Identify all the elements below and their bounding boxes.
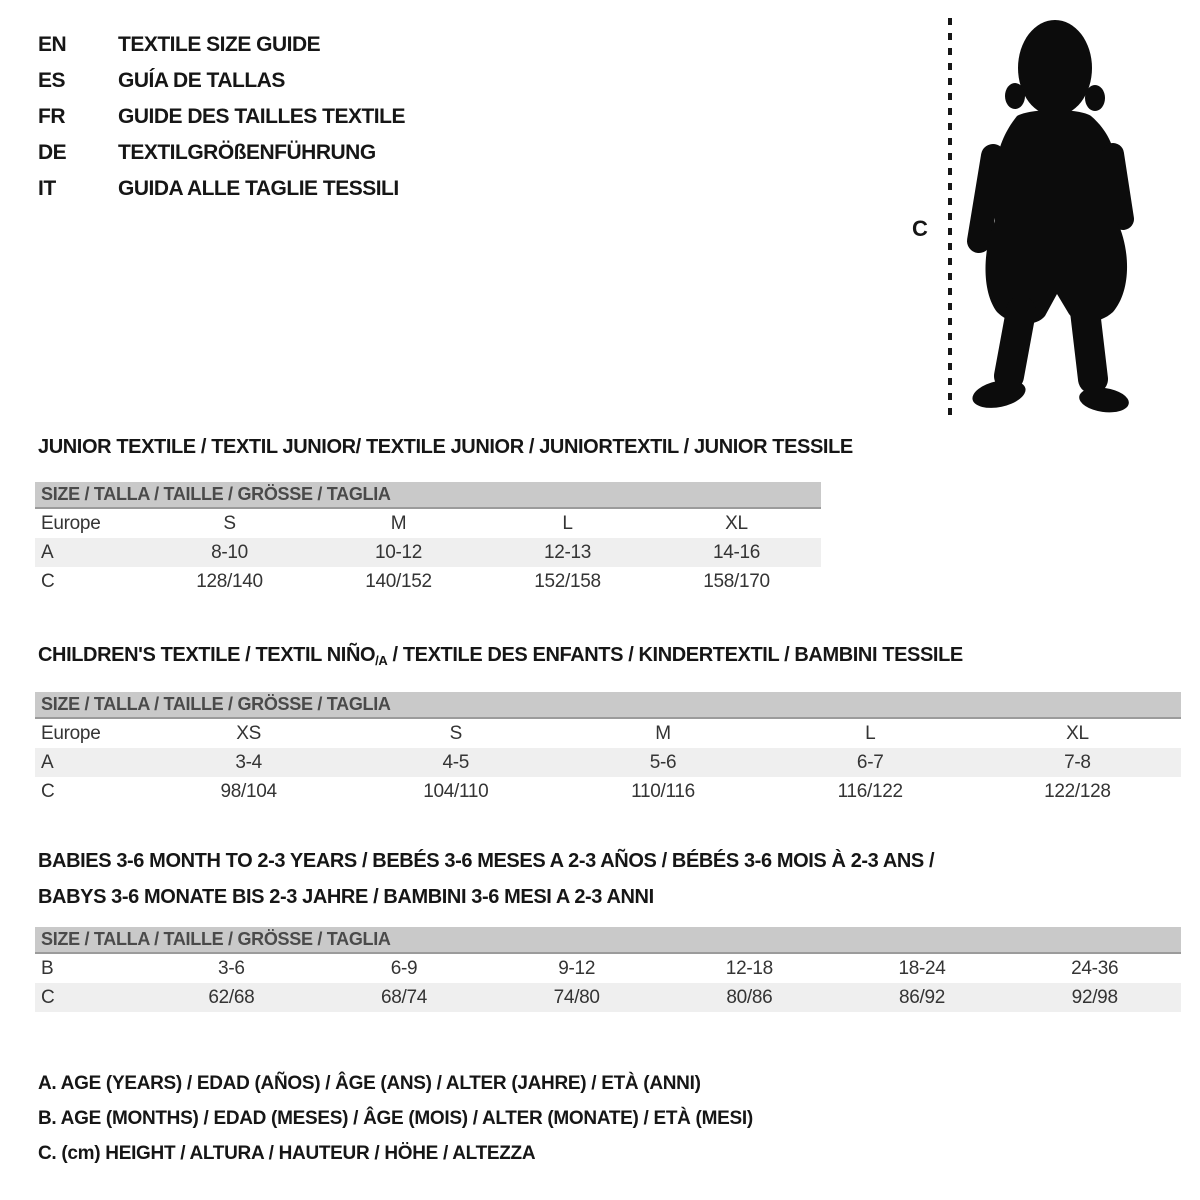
cell-value: S: [449, 722, 462, 744]
language-row: [38, 171, 405, 207]
language-title-list: [38, 27, 405, 207]
cell-value: M: [390, 512, 407, 534]
children-title-pre: CHILDREN'S TEXTILE / TEXTIL NIÑO: [38, 644, 376, 666]
table-row: [35, 509, 821, 538]
cell-value: 128/140: [196, 570, 263, 592]
babies-section-title: [38, 843, 934, 915]
language-row: [38, 63, 405, 99]
cell-value: 62/68: [208, 986, 255, 1008]
cell-value: 140/152: [365, 570, 432, 592]
cell-value: 3-4: [235, 751, 262, 773]
children-title-subscript: /A: [375, 653, 388, 668]
size-header-bar: SIZE / TALLA / TAILLE / GRÖSSE / TAGLIA: [35, 692, 1181, 719]
cell-value: 158/170: [703, 570, 770, 592]
cell-value: 9-12: [558, 957, 596, 979]
junior-size-table: [35, 482, 821, 596]
language-row: [38, 27, 405, 63]
height-measure-label: C: [912, 216, 928, 241]
cell-value: 116/122: [837, 780, 903, 802]
children-table-rows: [35, 719, 1181, 806]
guide-title: TEXTILGRÖßENFÜHRUNG: [118, 141, 376, 164]
cell-value: 12-13: [543, 541, 592, 563]
babies-size-table: [35, 927, 1181, 1012]
size-header-bar: SIZE / TALLA / TAILLE / GRÖSSE / TAGLIA: [35, 927, 1181, 954]
cell-value: 86/92: [899, 986, 946, 1008]
cell-value: 4-5: [442, 751, 470, 773]
row-label: B: [41, 957, 54, 979]
junior-section-title: JUNIOR TEXTILE / TEXTIL JUNIOR/ TEXTILE JUNIOR / JUNIORTEXTIL / JUNIOR TESSILE: [38, 436, 853, 458]
row-label: Europe: [41, 722, 101, 744]
cell-value: 5-6: [649, 751, 677, 773]
table-row: [35, 567, 821, 596]
table-row: [35, 719, 1181, 748]
table-row: [35, 777, 1181, 806]
legend-line-b: B. AGE (MONTHS) / EDAD (MESES) / ÂGE (MOIS) / ALTER (MONATE) / ETÀ (MESI): [38, 1108, 753, 1129]
legend-line-c: C. (cm) HEIGHT / ALTURA / HAUTEUR / HÖHE / ALTEZZA: [38, 1143, 536, 1164]
toddler-silhouette-icon: [965, 16, 1135, 416]
children-section-title: [38, 642, 963, 674]
cell-value: 6-9: [390, 957, 418, 979]
babies-table-rows: [35, 954, 1181, 1012]
cell-value: 8-10: [211, 541, 248, 563]
cell-value: 14-16: [712, 541, 761, 563]
cell-value: XL: [725, 512, 748, 534]
cell-value: 152/158: [534, 570, 601, 592]
cell-value: 80/86: [726, 986, 773, 1008]
guide-title: TEXTILE SIZE GUIDE: [118, 33, 321, 56]
cell-value: S: [223, 512, 236, 534]
language-code: DE: [38, 141, 67, 164]
row-label: C: [41, 780, 55, 802]
cell-value: 7-8: [1064, 751, 1091, 773]
language-code: IT: [38, 177, 56, 200]
cell-value: 122/128: [1044, 780, 1111, 802]
row-label: C: [41, 986, 55, 1008]
cell-value: M: [655, 722, 671, 744]
size-header-bar: SIZE / TALLA / TAILLE / GRÖSSE / TAGLIA: [35, 482, 821, 509]
cell-value: 110/116: [631, 780, 695, 802]
cell-value: 6-7: [856, 751, 884, 773]
table-row: [35, 538, 821, 567]
row-label: C: [41, 570, 55, 592]
guide-title: GUIDA ALLE TAGLIE TESSILI: [118, 177, 399, 200]
row-label: A: [41, 541, 54, 563]
height-dashed-line: [948, 18, 952, 415]
cell-value: 12-18: [725, 957, 773, 979]
guide-title: GUIDE DES TAILLES TEXTILE: [118, 105, 405, 128]
babies-title-line2: BABYS 3-6 MONATE BIS 2-3 JAHRE / BAMBINI 3-6 MESI A 2-3 ANNI: [38, 886, 654, 908]
cell-value: 24-36: [1071, 957, 1119, 979]
cell-value: 92/98: [1071, 986, 1118, 1008]
cell-value: 10-12: [374, 541, 423, 563]
cell-value: XL: [1066, 722, 1089, 744]
row-label: Europe: [41, 512, 101, 534]
language-code: EN: [38, 33, 67, 56]
cell-value: XS: [236, 722, 261, 744]
junior-table-rows: [35, 509, 821, 596]
language-row: [38, 135, 405, 171]
cell-value: 18-24: [898, 957, 946, 979]
table-row: [35, 748, 1181, 777]
language-code: FR: [38, 105, 65, 128]
legend-line-a: A. AGE (YEARS) / EDAD (AÑOS) / ÂGE (ANS) / ALTER (JAHRE) / ETÀ (ANNI): [38, 1073, 701, 1094]
legend: [38, 1066, 753, 1171]
cell-value: 98/104: [220, 780, 277, 802]
cell-value: 68/74: [380, 986, 428, 1008]
children-size-table: [35, 692, 1181, 806]
language-row: [38, 99, 405, 135]
cell-value: 104/110: [423, 780, 489, 802]
children-title-post: / TEXTILE DES ENFANTS / KINDERTEXTIL / BAMBINI TESSILE: [387, 644, 963, 666]
cell-value: 3-6: [218, 957, 245, 979]
cell-value: L: [865, 722, 876, 744]
guide-title: GUÍA DE TALLAS: [118, 69, 285, 92]
cell-value: L: [562, 512, 573, 534]
table-row: [35, 983, 1181, 1012]
babies-title-line1: BABIES 3-6 MONTH TO 2-3 YEARS / BEBÉS 3-6 MESES A 2-3 AÑOS / BÉBÉS 3-6 MOIS À 2-3 ANS /: [38, 850, 935, 872]
row-label: A: [41, 751, 54, 773]
table-row: [35, 954, 1181, 983]
language-code: ES: [38, 69, 66, 92]
cell-value: 74/80: [553, 986, 600, 1008]
